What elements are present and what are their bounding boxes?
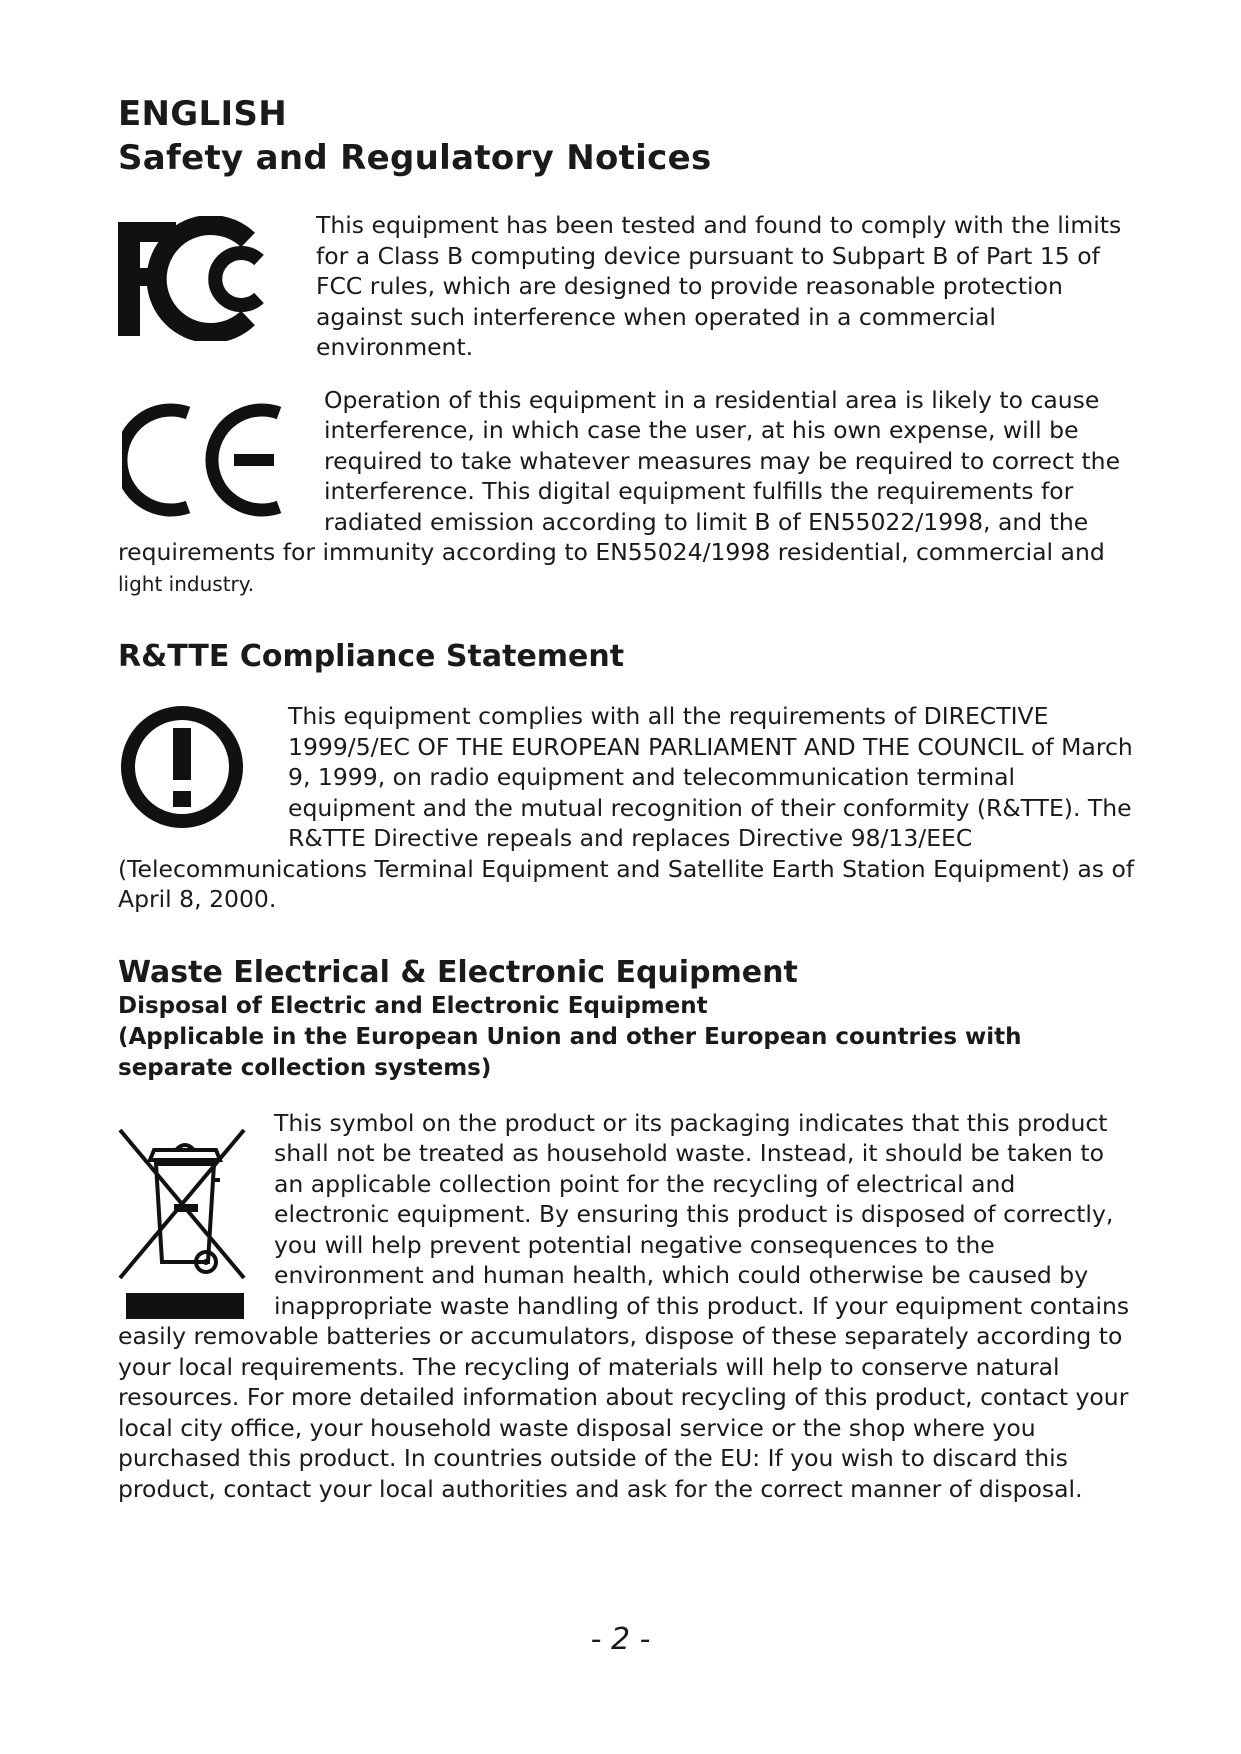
language-heading: ENGLISH <box>118 94 287 134</box>
weee-text: This symbol on the product or its packaging indicates that this product shall not be treated as household waste. Instead, it should be taken to an applicable collection point for the recycling of electrical and electronic equipment. By ensuring this product is disposed of correctly, you will help prevent potential negative consequences to the environment and human health, which could otherwise be caused by inappropriate waste handling of this product. If your equipment contains easily removable batteries or accumulators, dispose of these separately according to your local requirements. The recycling of materials will help to conserve natural resources. For more detailed information about recycling of this product, contact your local city office, your household waste disposal service or the shop where you purchased this product. In countries outside of the EU: If you wish to discard this product, contact your local authorities and ask for the correct manner of disposal. <box>118 1108 1130 1503</box>
weee-heading: Waste Electrical & Electronic Equipment <box>118 954 798 990</box>
page-title: Safety and Regulatory Notices <box>118 138 712 178</box>
fcc-logo-icon <box>116 216 286 341</box>
weee-subheading: Disposal of Electric and Electronic Equipment <box>118 992 708 1019</box>
rtte-text: This equipment complies with all the requirements of DIRECTIVE 1999/5/EC OF THE EUROPEAN PARLIAMENT AND THE COUNCIL of March 9, 1999, on radio equipment and telecommunication terminal equipment and the mutual recognition of their conformity (R&TTE). The R&TTE Directive repeals and replaces Directive 98/13/EEC (Telecommunications Terminal Equipment and Satellite Earth Station Equipment) as of April 8, 2000. <box>118 702 1135 913</box>
ce-text-small: light industry. <box>118 571 255 596</box>
fcc-logo-text: FC <box>116 216 118 217</box>
ce-mark-icon <box>122 399 292 524</box>
crossed-out-wheelie-bin-icon <box>116 1120 256 1320</box>
weee-applicability-note: (Applicable in the European Union and other European countries with separate collection systems) <box>118 1023 1022 1081</box>
page-number: - 2 - <box>590 1622 651 1657</box>
rtte-section <box>118 701 1138 915</box>
document-page <box>118 92 1138 1504</box>
ce-logo-text: CE <box>122 398 124 400</box>
fcc-section <box>118 210 1138 363</box>
weee-section <box>118 1108 1138 1505</box>
alert-circle-icon <box>116 703 266 828</box>
fcc-text: This equipment has been tested and found to comply with the limits for a Class B computing device pursuant to Subpart B of Part 15 of FCC rules, which are designed to provide reasonable protection against such interference when operated in a commercial environment. <box>316 211 1122 361</box>
ce-section <box>118 385 1138 600</box>
rtte-heading: R&TTE Compliance Statement <box>118 639 625 674</box>
ce-text-main: Operation of this equipment in a residential area is likely to cause interference, in which case the user, at his own expense, will be required to take whatever measures may be required to correct the interference. This digital equipment fulfills the requirements for radiated emission according to limit B of EN55022/1998, and the requirements for immunity according to EN55024/1998 residential, commercial and <box>118 385 1121 566</box>
